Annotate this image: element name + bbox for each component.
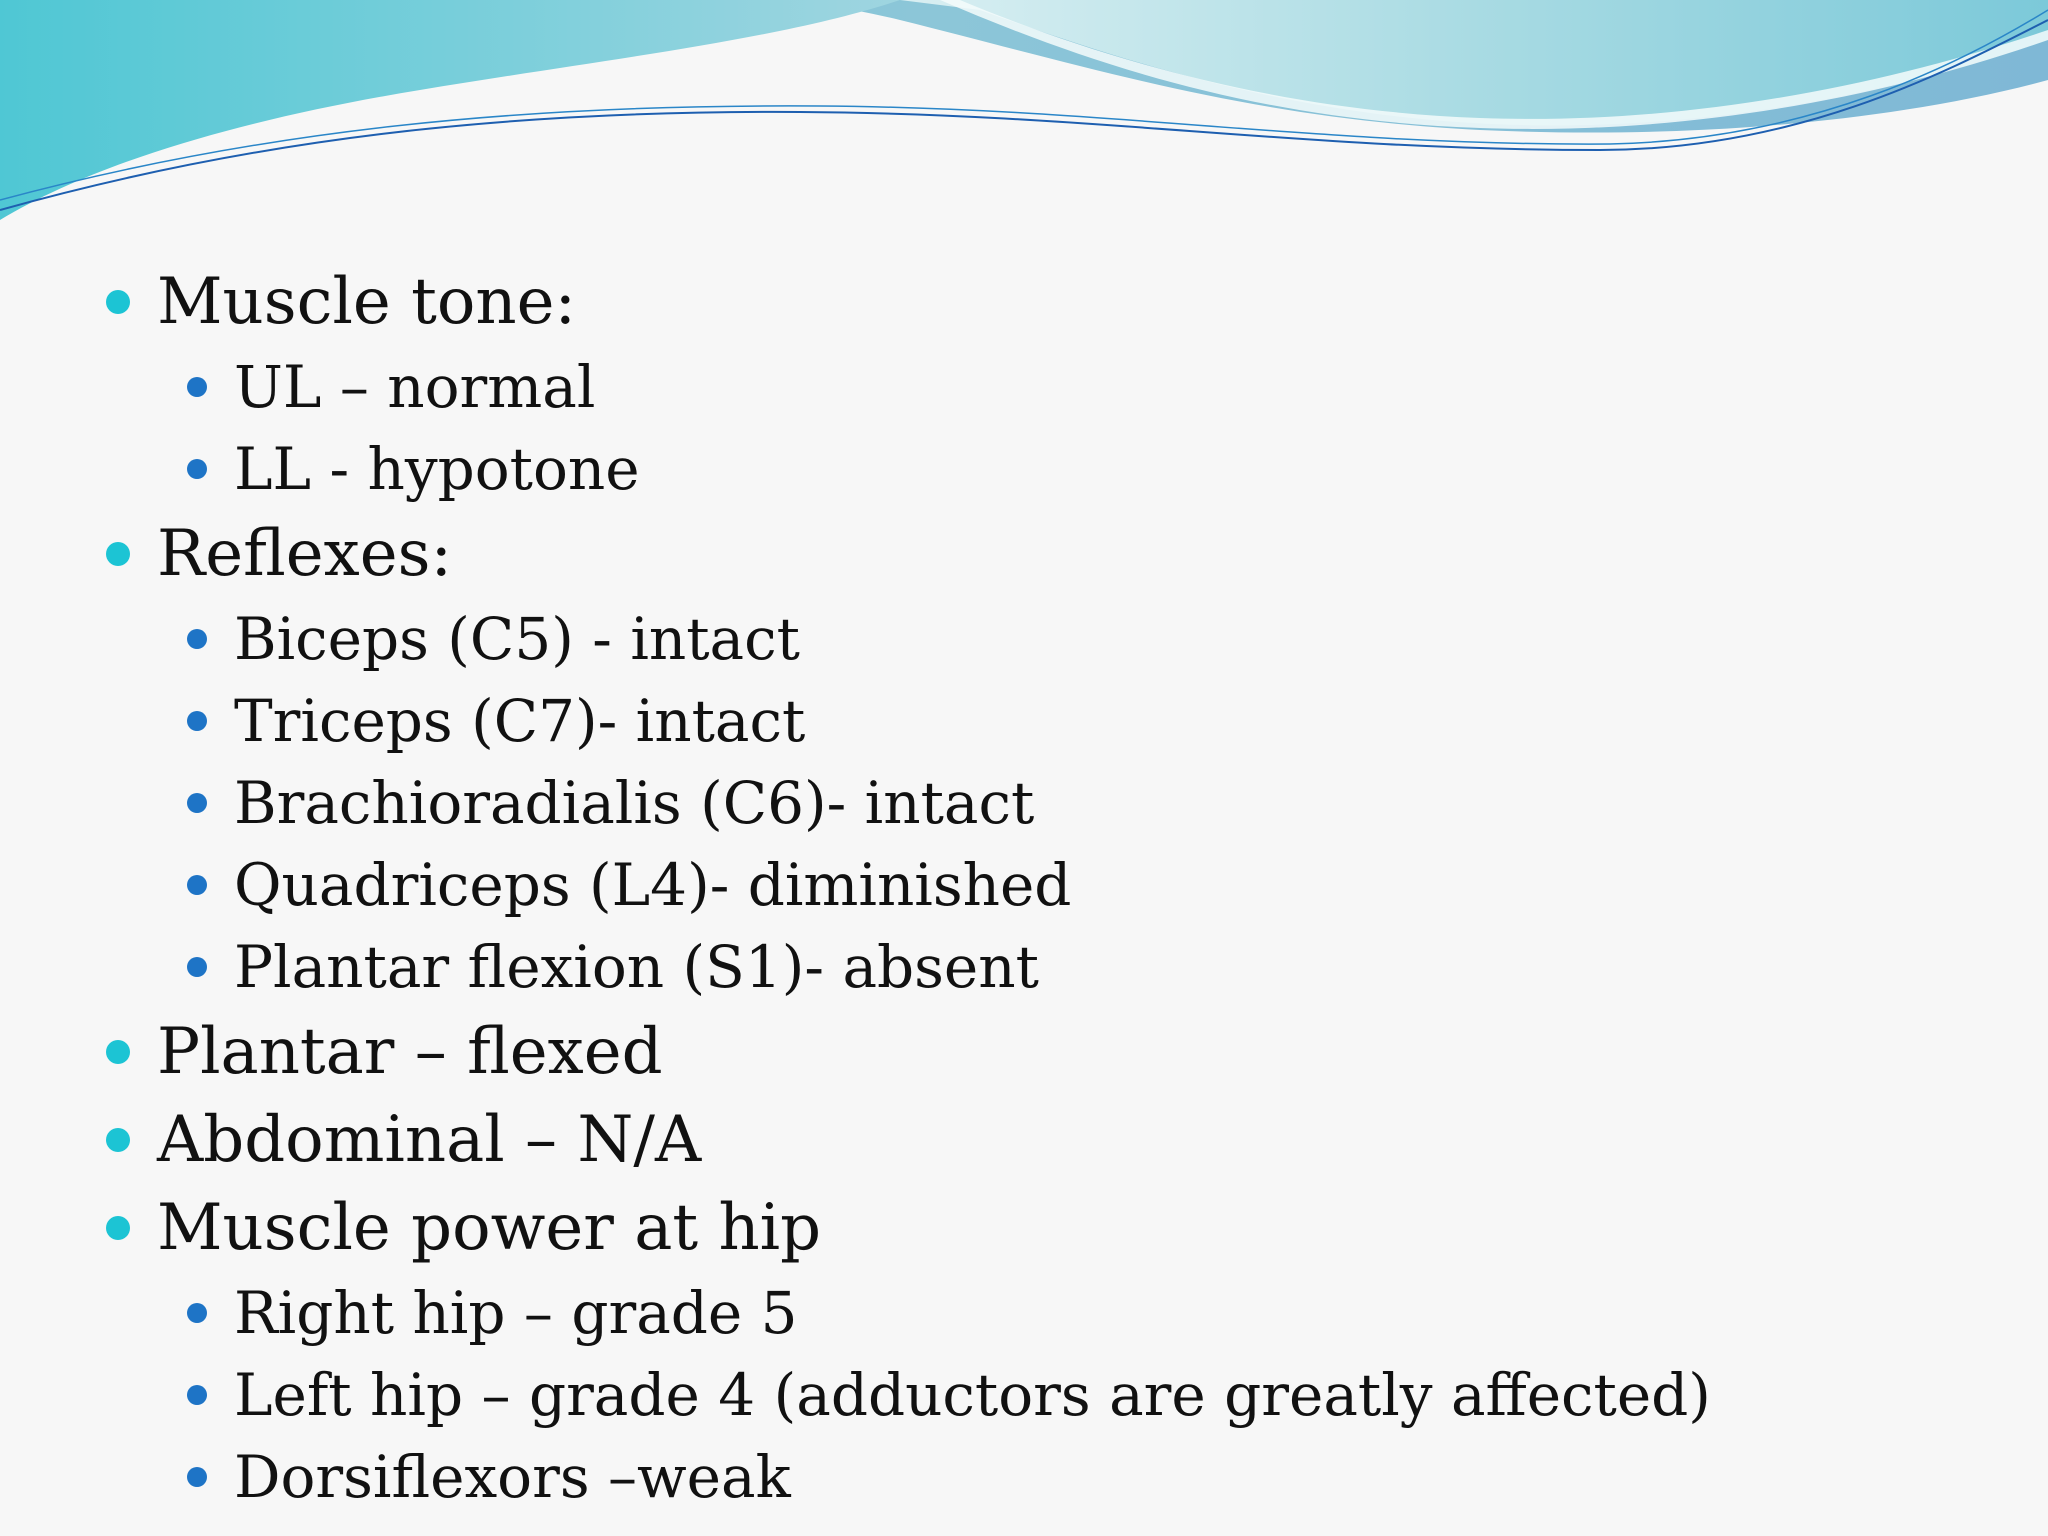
bullet-item-biceps [0, 598, 2048, 680]
sub-bullet-dot-icon [187, 629, 207, 649]
bullet-text: Quadriceps (L4)- diminished [234, 851, 1072, 919]
sub-bullet-dot-icon [187, 377, 207, 397]
bullet-text: Muscle power at hip [157, 1191, 822, 1265]
bullet-dot-icon [106, 1128, 130, 1152]
bullet-item-right-hip [0, 1272, 2048, 1354]
bullet-text: Abdominal – N/A [157, 1103, 702, 1177]
bullet-item-left-hip [0, 1354, 2048, 1436]
bullet-text: UL – normal [234, 353, 596, 421]
bullet-text: Right hip – grade 5 [234, 1279, 798, 1347]
sub-bullet-dot-icon [187, 711, 207, 731]
sub-bullet-dot-icon [187, 1303, 207, 1323]
bullet-item-ll [0, 428, 2048, 510]
sub-bullet-dot-icon [187, 793, 207, 813]
bullet-text: Triceps (C7)- intact [234, 687, 806, 755]
bullet-text: Plantar flexion (S1)- absent [234, 933, 1039, 1001]
bullet-text: Reflexes: [157, 517, 452, 591]
bullet-list [0, 258, 2048, 1518]
bullet-text: Left hip – grade 4 (adductors are greatly affected) [234, 1361, 1711, 1429]
sub-bullet-dot-icon [187, 1385, 207, 1405]
bullet-item-dorsiflexors [0, 1436, 2048, 1518]
sub-bullet-dot-icon [187, 875, 207, 895]
sub-bullet-dot-icon [187, 459, 207, 479]
bullet-item-triceps [0, 680, 2048, 762]
bullet-item-ul [0, 346, 2048, 428]
bullet-dot-icon [106, 1040, 130, 1064]
bullet-item-muscle-power [0, 1184, 2048, 1272]
header-wave-decoration [0, 0, 2048, 240]
sub-bullet-dot-icon [187, 957, 207, 977]
bullet-item-abdominal [0, 1096, 2048, 1184]
bullet-item-brachioradialis [0, 762, 2048, 844]
bullet-text: Plantar – flexed [157, 1015, 663, 1089]
bullet-item-muscle-tone [0, 258, 2048, 346]
bullet-item-reflexes [0, 510, 2048, 598]
bullet-text: LL - hypotone [234, 435, 640, 503]
bullet-text: Biceps (C5) - intact [234, 605, 800, 673]
bullet-dot-icon [106, 542, 130, 566]
bullet-item-plantar [0, 1008, 2048, 1096]
bullet-text: Dorsiflexors –weak [234, 1443, 791, 1511]
bullet-text: Brachioradialis (C6)- intact [234, 769, 1035, 837]
bullet-dot-icon [106, 290, 130, 314]
bullet-item-plantar-flexion [0, 926, 2048, 1008]
sub-bullet-dot-icon [187, 1467, 207, 1487]
bullet-text: Muscle tone: [157, 265, 577, 339]
bullet-dot-icon [106, 1216, 130, 1240]
bullet-item-quadriceps [0, 844, 2048, 926]
wave-band-left [0, 0, 900, 220]
